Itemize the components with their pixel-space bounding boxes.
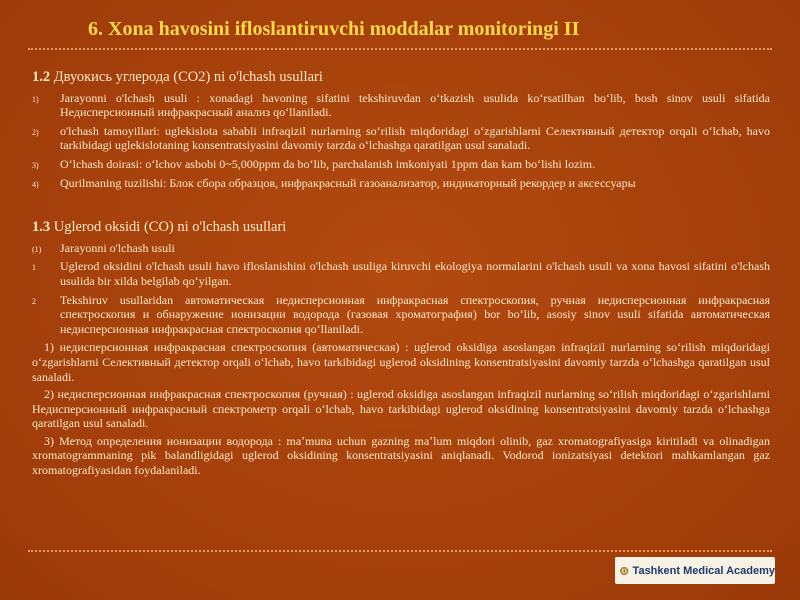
method-paragraph: 3) Метод определения ионизации водорода : maʼmuna uchun gazning maʼlum miqdori olinib, gaz xromatografiyasiga kiritiladi va olinadigan xromatogrammaning pik balandligidagi uglerod oksidining konsentratsiyasini aniqlanadi. Vodorod ionizatsiyasi detektori mahkamlangan gaz xromatografiyasidan foydalaniladi. bbox=[32, 433, 770, 478]
section-title: Uglerod oksidi (CO) ni o'lchash usullari bbox=[50, 219, 287, 236]
top-divider bbox=[28, 48, 772, 50]
item-text: Qurilmaning tuzilishi: Блок сбора образцов, инфракрасный газоанализатор, индикаторный рекордер и аксессуары bbox=[60, 175, 636, 190]
list-item bbox=[32, 241, 770, 256]
bottom-divider bbox=[28, 550, 772, 552]
slide-title: 6. Xona havosini ifloslantiruvchi moddalar monitoringi II bbox=[88, 18, 580, 40]
academy-seal-icon bbox=[620, 560, 629, 582]
list-item bbox=[32, 157, 770, 172]
item-text: Oʻlchash doirasi: oʻlchov asbobi 0~5,000ppm da boʻlib, parchalanish imkoniyati 1ppm dan kam boʻlishi lozim. bbox=[60, 156, 596, 171]
list-item bbox=[32, 293, 770, 337]
section-number: 1.2 bbox=[32, 69, 51, 85]
list-item bbox=[32, 176, 770, 191]
item-text: Jarayonni o'lchash usuli bbox=[60, 240, 175, 255]
item-number: 4) bbox=[32, 179, 39, 189]
section-heading-co2 bbox=[32, 70, 770, 85]
section-heading-co bbox=[32, 220, 770, 235]
item-number: 1 bbox=[32, 263, 36, 273]
section-title: Двуокись углерода (CO2) ni o'lchash usullari bbox=[50, 69, 323, 85]
item-number: 3) bbox=[32, 160, 39, 170]
method-paragraph: 2) недисперсионная инфракрасная спектроскопия (ручная) : uglerod oksidiga asoslangan infraqizil nurlarning soʻrilish miqdoridagi oʻzgarishlarni Недисперсионный инфракрасный спектрометр orqali oʻlchab, havo tarkibidagi uglerod oksidining konsentratsiyasini davomiy tarzda oʻlchashga qaratilgan usul sanaladi. bbox=[32, 387, 770, 431]
list-item bbox=[32, 124, 770, 153]
section-number: 1.3 bbox=[32, 219, 51, 236]
slide-content bbox=[32, 62, 770, 481]
item-number: 2) bbox=[32, 127, 39, 137]
method-paragraph: 1) недисперсионная инфракрасная спектроскопия (автоматическая) : uglerod oksidiga asoslangan infraqizil nurlarning soʻrilish miqdoridagi oʻzgarishlarni Селективный детектор orqali oʻlchab, havo tarkibidagi uglerod oksidining konsentratsiyasini davomiy tarzda oʻlchashga qaratilgan usul sanaladi. bbox=[32, 340, 770, 384]
item-number: (1) bbox=[32, 244, 42, 254]
academy-logo bbox=[615, 557, 775, 584]
item-number: 1) bbox=[32, 94, 39, 104]
list-item bbox=[32, 259, 770, 288]
item-number: 2 bbox=[32, 296, 36, 306]
item-text: Tekshiruv usullaridan автоматическая недисперсионная инфракрасная спектроскопия, ручная недисперсионная инфракрасная спектроскопия и обнаружение ионизации водорода (газовая хроматография) bor boʻlib, asosiy sinov usuli sifatida автоматическая недисперсионная инфракрасная спектроскопия qoʻllaniladi. bbox=[60, 292, 770, 336]
item-text: Jarayonni o'lchash usuli : xonadagi havoning sifatini tekshiruvdan oʻtkazish usulida koʻrsatilhan boʻlib, bosh sinov usuli sifatida Недисперсионный инфракрасный анализ qoʻllaniladi. bbox=[60, 90, 770, 120]
item-text: Uglerod oksidini o'lchash usuli havo ifloslanishini o'lchash usuliga kiruvchi ekologiya normalarini o'lchash usuli va xona havosi sifatini o'lchash usulida bir xilda belgilab qoʻyilgan. bbox=[60, 259, 770, 288]
list-item bbox=[32, 91, 770, 120]
item-text: o'lchash tamoyillari: uglekislota sababli infraqizil nurlarning soʻrilish miqdoridagi oʻzgarishlarni Селективный детектор orqali oʻlchab, havo tarkibidagi uglekislotaning konsentratsiyasini davomiy tarzda oʻlchashga qaratilgan usul sanaladi. bbox=[60, 123, 770, 153]
logo-text: Tashkent Medical Academy bbox=[632, 564, 775, 577]
